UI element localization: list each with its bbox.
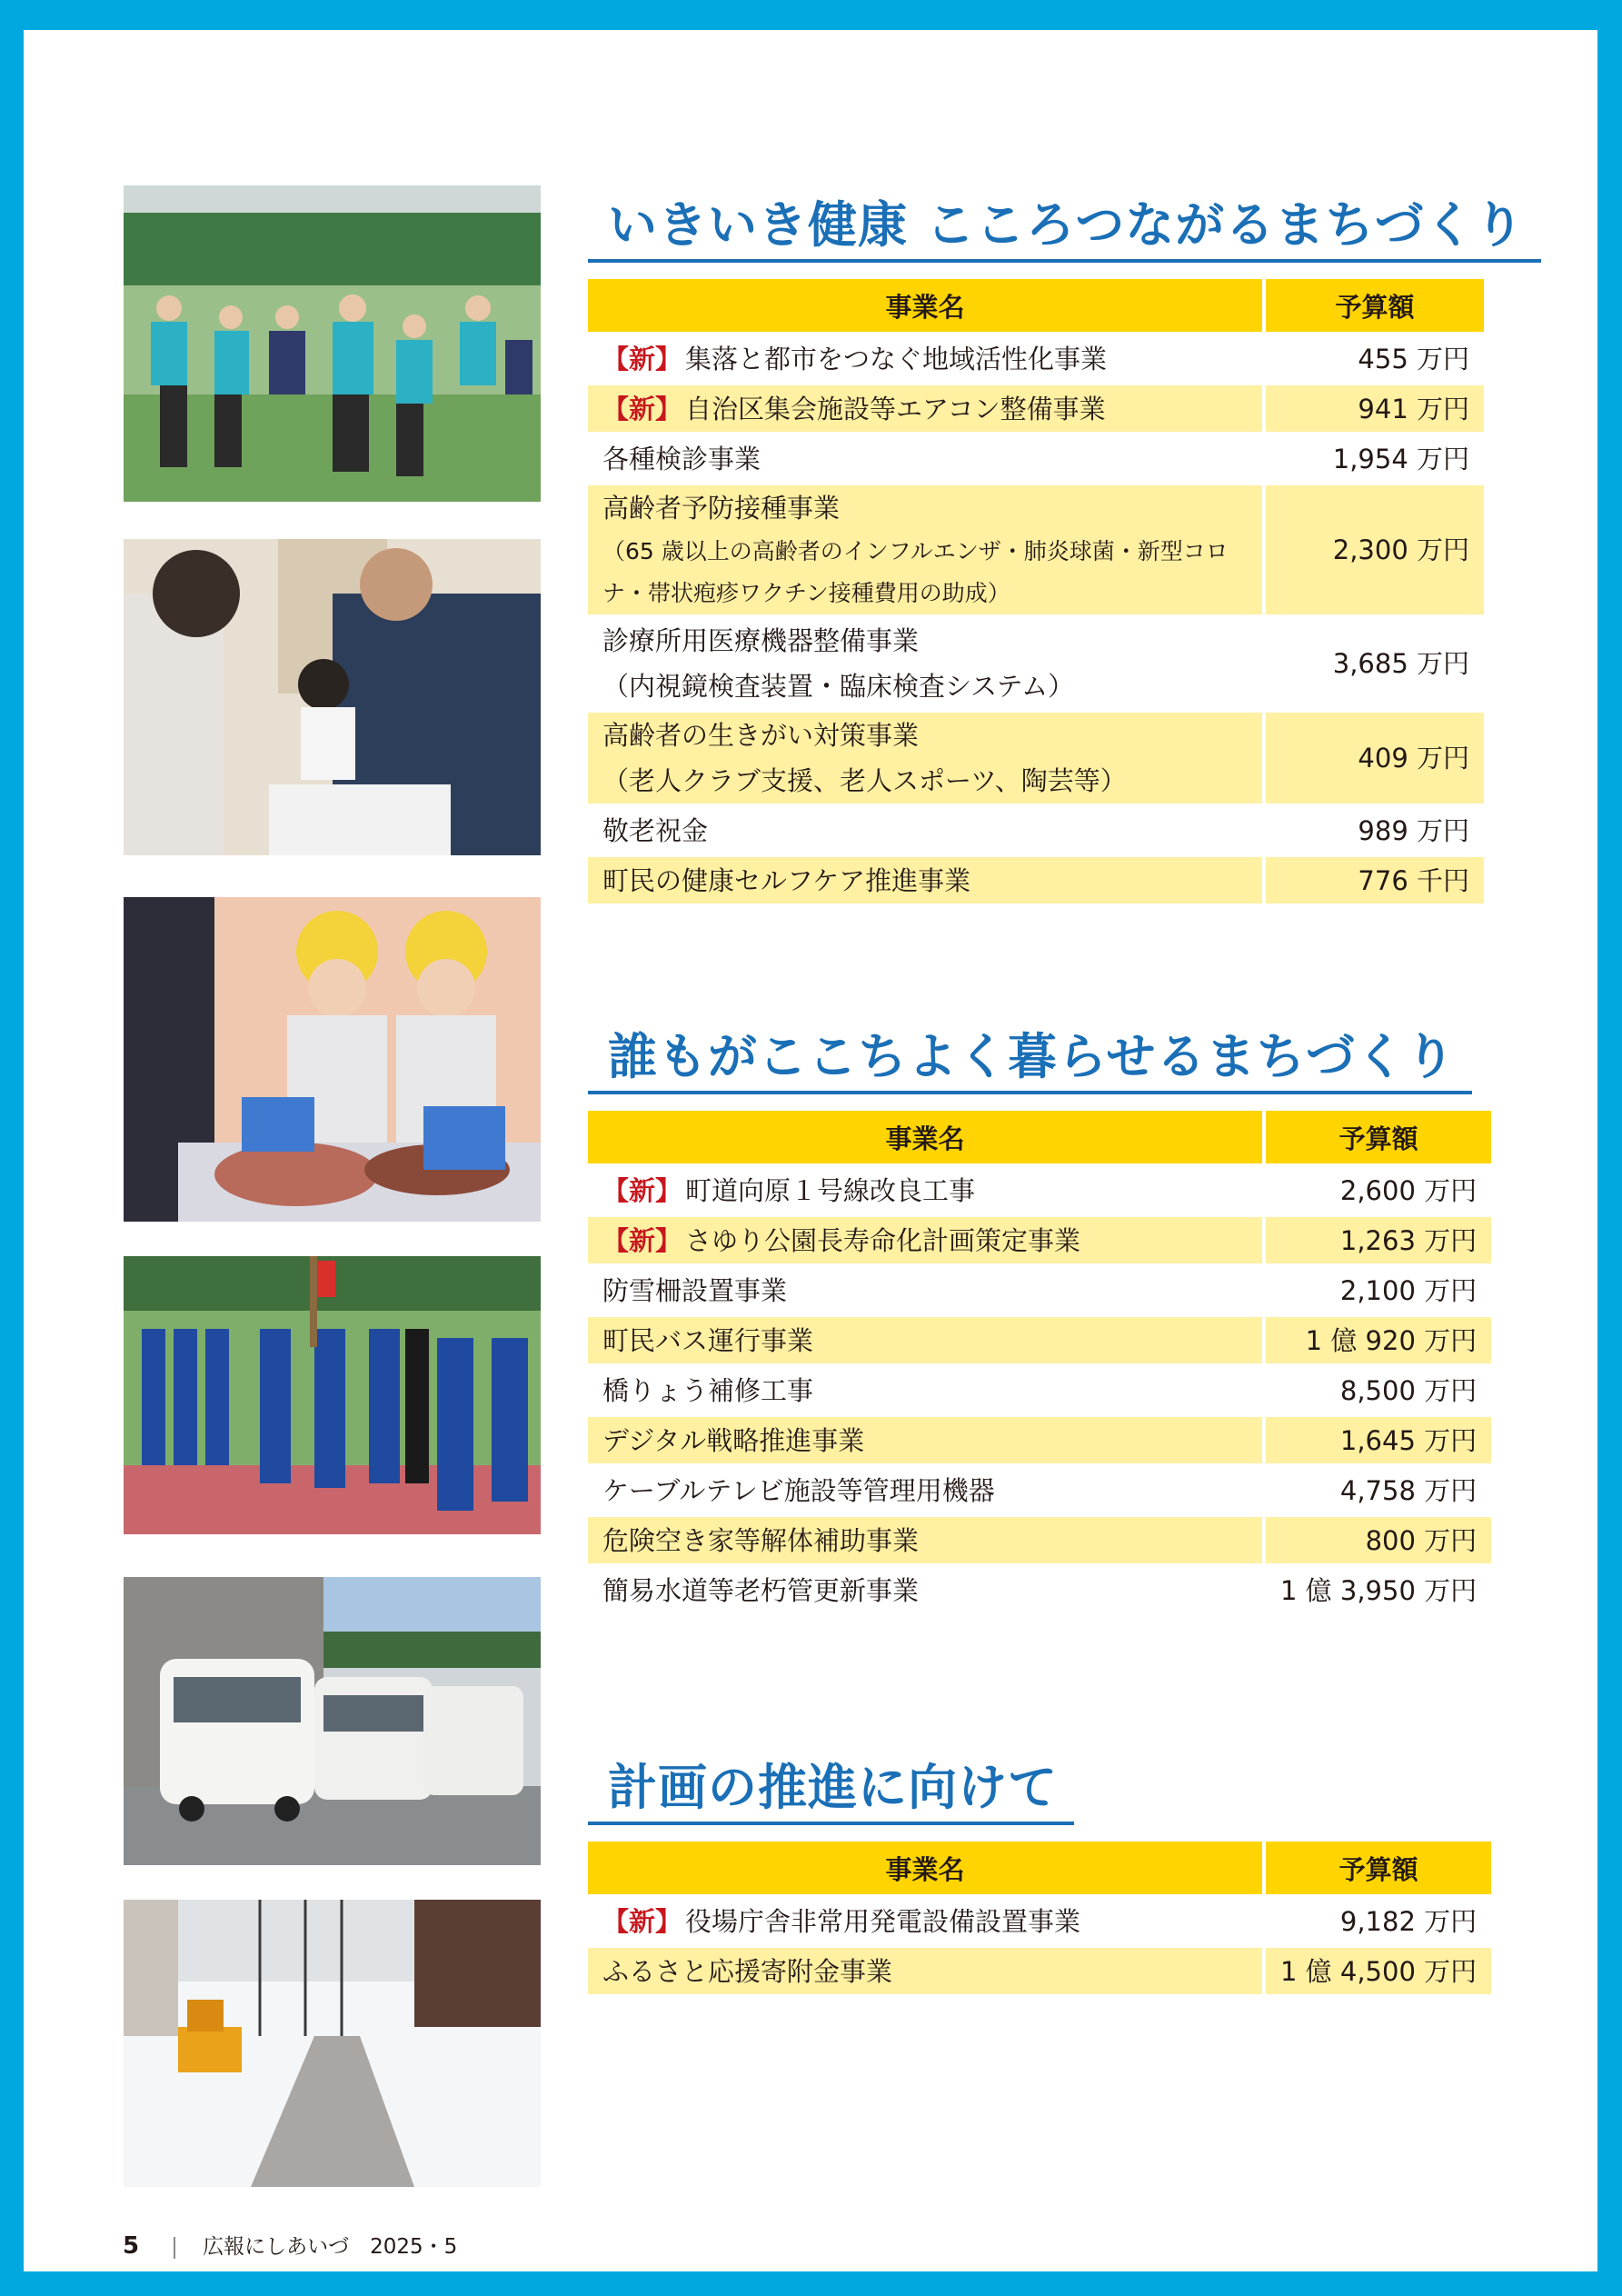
project-name: 高齢者の生きがい対策事業 [602, 720, 920, 751]
frame-top [0, 0, 1622, 30]
budget-amount: 800 万円 [1262, 1517, 1491, 1563]
table-row [588, 1417, 1491, 1463]
new-tag: 【新】 [602, 343, 682, 374]
project-name-cell [588, 1948, 1262, 1994]
project-name-cell [588, 1167, 1262, 1213]
table-row [588, 1267, 1491, 1313]
table-row [588, 1567, 1491, 1613]
table-row [588, 857, 1484, 903]
new-tag: 【新】 [602, 1224, 682, 1256]
budget-table [588, 275, 1484, 907]
budget-amount: 1,263 万円 [1262, 1217, 1491, 1263]
photo-town-buses [124, 1577, 541, 1865]
budget-amount: 1,954 万円 [1262, 435, 1484, 482]
project-name: 危険空き家等解体補助事業 [602, 1524, 920, 1556]
project-name-cell [588, 435, 1262, 482]
frame-bottom [0, 2271, 1622, 2296]
project-name-cell [588, 1267, 1262, 1313]
photo-fire-brigade [124, 1256, 541, 1534]
photo-children-cooking [124, 897, 541, 1222]
project-name-cell [588, 385, 1262, 432]
project-name: 集落と都市をつなぐ地域活性化事業 [685, 343, 1108, 374]
new-tag: 【新】 [602, 1174, 682, 1206]
frame-left [0, 0, 24, 2296]
project-name-cell [588, 1367, 1262, 1413]
project-name: 町民の健康セルフケア推進事業 [602, 864, 971, 896]
frame-right [1597, 0, 1622, 2296]
table-row [588, 1517, 1491, 1563]
table-row [588, 385, 1484, 432]
table-row [588, 335, 1484, 382]
table-header-row [588, 1842, 1491, 1894]
budget-amount: 8,500 万円 [1262, 1367, 1491, 1413]
table-header-row [588, 279, 1484, 332]
project-name: 敬老祝金 [602, 814, 709, 846]
budget-amount: 9,182 万円 [1262, 1898, 1491, 1944]
page-number: 5 [123, 2232, 140, 2260]
publication-name: 広報にしあいづ 2025・5 [203, 2235, 458, 2259]
project-detail: （老人クラブ支援、老人スポーツ、陶芸等） [602, 765, 1127, 796]
photo-health-check [124, 539, 541, 855]
project-name: 高齢者予防接種事業 [602, 493, 841, 524]
table-row [588, 1948, 1491, 1994]
project-name-cell [588, 713, 1262, 804]
budget-amount: 2,600 万円 [1262, 1167, 1491, 1213]
column-header-name: 事業名 [588, 1842, 1262, 1894]
table-row [588, 1217, 1491, 1263]
project-name-cell [588, 618, 1262, 709]
project-name: 役場庁舎非常用発電設備設置事業 [685, 1905, 1081, 1937]
budget-amount: 2,100 万円 [1262, 1267, 1491, 1313]
budget-table [588, 1107, 1491, 1617]
footer-divider [174, 2237, 175, 2259]
project-name-cell [588, 807, 1262, 854]
table-row [588, 435, 1484, 482]
project-name: 各種検診事業 [602, 443, 761, 474]
budget-amount: 4,758 万円 [1262, 1467, 1491, 1513]
table-row [588, 807, 1484, 854]
project-name: デジタル戦略推進事業 [602, 1424, 865, 1456]
table-row [588, 1167, 1491, 1213]
new-tag: 【新】 [602, 393, 682, 424]
budget-amount: 1 億 3,950 万円 [1262, 1567, 1491, 1613]
project-name-cell [588, 1217, 1262, 1263]
table-row [588, 1317, 1491, 1363]
section-title: 誰もがここちよく暮らせるまちづくり [588, 1027, 1472, 1094]
column-header-amount: 予算額 [1262, 1111, 1491, 1163]
table-row [588, 618, 1484, 709]
section-title: 計画の推進に向けて [588, 1758, 1074, 1825]
project-name-cell [588, 1317, 1262, 1363]
project-name-cell [588, 1517, 1262, 1563]
project-name: 防雪柵設置事業 [602, 1274, 788, 1306]
project-name-cell [588, 1567, 1262, 1613]
new-tag: 【新】 [602, 1905, 682, 1937]
project-name: ケーブルテレビ施設等管理用機器 [602, 1474, 995, 1506]
column-header-name: 事業名 [588, 279, 1262, 332]
table-row [588, 1467, 1491, 1513]
column-header-amount: 予算額 [1262, 1842, 1491, 1894]
project-name: 橋りょう補修工事 [602, 1374, 814, 1406]
budget-amount: 455 万円 [1262, 335, 1484, 382]
photo-exercise [124, 185, 541, 502]
project-name: 町道向原１号線改良工事 [685, 1174, 976, 1206]
section-health [588, 195, 1541, 907]
budget-amount: 409 万円 [1262, 713, 1484, 804]
table-row [588, 1898, 1491, 1944]
project-name: さゆり公園長寿命化計画策定事業 [685, 1224, 1081, 1256]
table-row [588, 1367, 1491, 1413]
budget-amount: 3,685 万円 [1262, 618, 1484, 709]
column-header-amount: 予算額 [1262, 279, 1484, 332]
project-name-cell [588, 1417, 1262, 1463]
budget-amount: 1 億 920 万円 [1262, 1317, 1491, 1363]
table-header-row [588, 1111, 1491, 1163]
project-name: 町民バス運行事業 [602, 1324, 814, 1356]
budget-amount: 1 億 4,500 万円 [1262, 1948, 1491, 1994]
project-detail: （65 歳以上の高齢者のインフルエンザ・肺炎球菌・新型コロナ・帯状疱疹ワクチン接種費用の助成） [602, 538, 1229, 606]
budget-amount: 941 万円 [1262, 385, 1484, 432]
budget-table [588, 1838, 1491, 1998]
budget-amount: 1,645 万円 [1262, 1417, 1491, 1463]
project-name-cell [588, 485, 1262, 614]
project-name-cell [588, 857, 1262, 903]
project-name: 診療所用医療機器整備事業 [602, 625, 920, 656]
project-name-cell [588, 1467, 1262, 1513]
project-name: ふるさと応援寄附金事業 [602, 1955, 893, 1987]
project-name: 自治区集会施設等エアコン整備事業 [685, 393, 1106, 424]
column-header-name: 事業名 [588, 1111, 1262, 1163]
project-name-cell [588, 1898, 1262, 1944]
budget-amount: 989 万円 [1262, 807, 1484, 854]
project-detail: （内視鏡検査装置・臨床検査システム） [602, 671, 1075, 702]
table-row [588, 713, 1484, 804]
page-footer [123, 2230, 457, 2260]
project-name: 簡易水道等老朽管更新事業 [602, 1574, 920, 1606]
budget-amount: 2,300 万円 [1262, 485, 1484, 614]
table-row [588, 485, 1484, 614]
section-plan-promotion [588, 1758, 1491, 1998]
project-name-cell [588, 335, 1262, 382]
section-living [588, 1027, 1491, 1617]
photo-snow-removal [124, 1900, 541, 2187]
budget-amount: 776 千円 [1262, 857, 1484, 903]
section-title: いきいき健康 こころつながるまちづくり [588, 195, 1541, 263]
